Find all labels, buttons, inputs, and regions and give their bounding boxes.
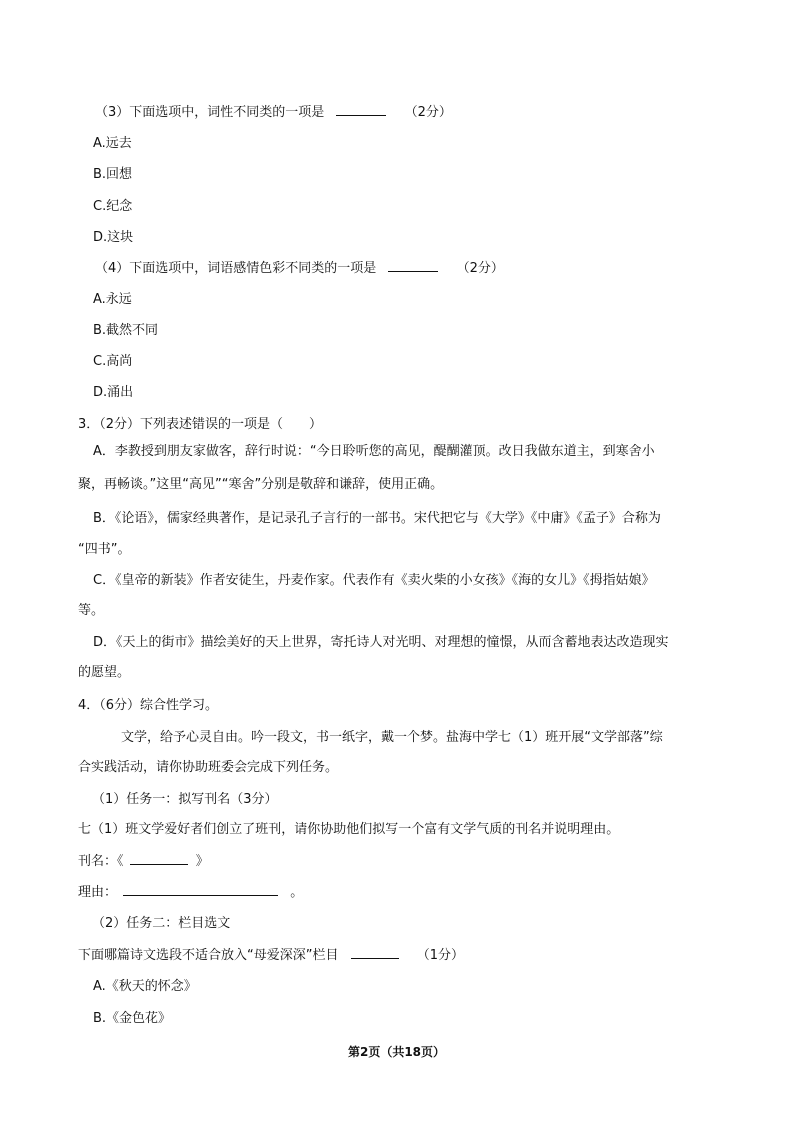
q3-option-c-line2: 等。 (78, 603, 105, 618)
q2-sub3-stem (95, 103, 452, 122)
page-number-footer: 第2页（共18页） (347, 1045, 446, 1059)
q3-option-a-line1: A．李教授到朋友家做客，辞行时说：“今日聆听您的高见，醍醐灌顶。改日我做东道主，到寒舍小 (93, 444, 655, 459)
q2-sub4-stem (95, 259, 504, 278)
q4-task2-option-a: A.《秋天的怀念》 (93, 979, 197, 994)
answer-blank (388, 259, 438, 272)
answer-blank (123, 883, 278, 896)
q2-sub3-score: （2分） (404, 105, 452, 120)
answer-blank (130, 852, 188, 865)
q4-title: 4．（6分）综合性学习。 (78, 698, 219, 713)
q2-sub4-option-b: B.截然不同 (93, 323, 159, 338)
q2-sub4-label: （4）下面选项中，词语感情色彩不同类的一项是 (95, 261, 377, 276)
q3-title: 3．（2分）下列表述错误的一项是（ ） (78, 417, 323, 432)
q4-task2-heading: （2）任务二：栏目选文 (92, 916, 231, 931)
q2-sub3-option-a: A.远去 (93, 136, 132, 151)
q3-option-b-line2: “四书”。 (78, 542, 131, 557)
q2-sub4-option-c: C.高尚 (93, 354, 133, 369)
q2-sub3-option-c: C.纪念 (93, 199, 133, 214)
q2-sub3-option-d: D.这块 (93, 230, 134, 245)
q4-task2-stem (78, 946, 464, 965)
q3-option-d-line1: D．《天上的街市》描绘美好的天上世界，寄托诗人对光明、对理想的憧憬，从而含蓄地表达改造现实 (93, 635, 669, 650)
q3-option-c-line1: C．《皇帝的新装》作者安徒生，丹麦作家。代表作有《卖火柴的小女孩》《海的女儿》《拇指姑娘》 (93, 573, 655, 588)
journal-name-close: 》 (195, 854, 209, 869)
answer-blank (336, 103, 386, 116)
q4-intro-line2: 合实践活动，请你协助班委会完成下列任务。 (78, 760, 339, 775)
q2-sub3-option-b: B.回想 (93, 167, 133, 182)
q3-option-d-line2: 的愿望。 (78, 665, 131, 680)
reason-end: 。 (290, 885, 304, 900)
reason-label: 理由： (78, 885, 118, 900)
q4-task1-description: 七（1）班文学爱好者们创立了班刊，请你协助他们拟写一个富有文学气质的刊名并说明理由。 (78, 822, 620, 837)
reason-field (78, 883, 303, 902)
q2-sub3-label: （3）下面选项中，词性不同类的一项是 (95, 105, 325, 120)
q3-option-a-line2: 聚，再畅谈。”这里“高见”“寒舍”分别是敬辞和谦辞，使用正确。 (78, 477, 444, 492)
journal-name-field (78, 852, 209, 871)
q2-sub4-option-d: D.涌出 (93, 385, 134, 400)
q3-option-b-line1: B．《论语》，儒家经典著作，是记录孔子言行的一部书。宋代把它与《大学》《中庸》《孟子》合称为 (93, 511, 661, 526)
q4-task2-description: 下面哪篇诗文选段不适合放入“母爱深深”栏目 (78, 948, 339, 963)
q2-sub4-score: （2分） (456, 261, 504, 276)
answer-blank (351, 946, 399, 959)
q4-task1-heading: （1）任务一：拟写刊名（3分） (92, 792, 278, 807)
q4-intro-line1: 文学，给予心灵自由。吟一段文，书一纸字，戴一个梦。盐海中学七（1）班开展“文学部落”综 (121, 730, 663, 745)
q2-sub4-option-a: A.永远 (93, 292, 132, 307)
q4-task2-option-b: B.《金色花》 (93, 1011, 172, 1026)
journal-name-label: 刊名：《 (78, 854, 124, 869)
q4-task2-score: （1分） (416, 948, 465, 963)
